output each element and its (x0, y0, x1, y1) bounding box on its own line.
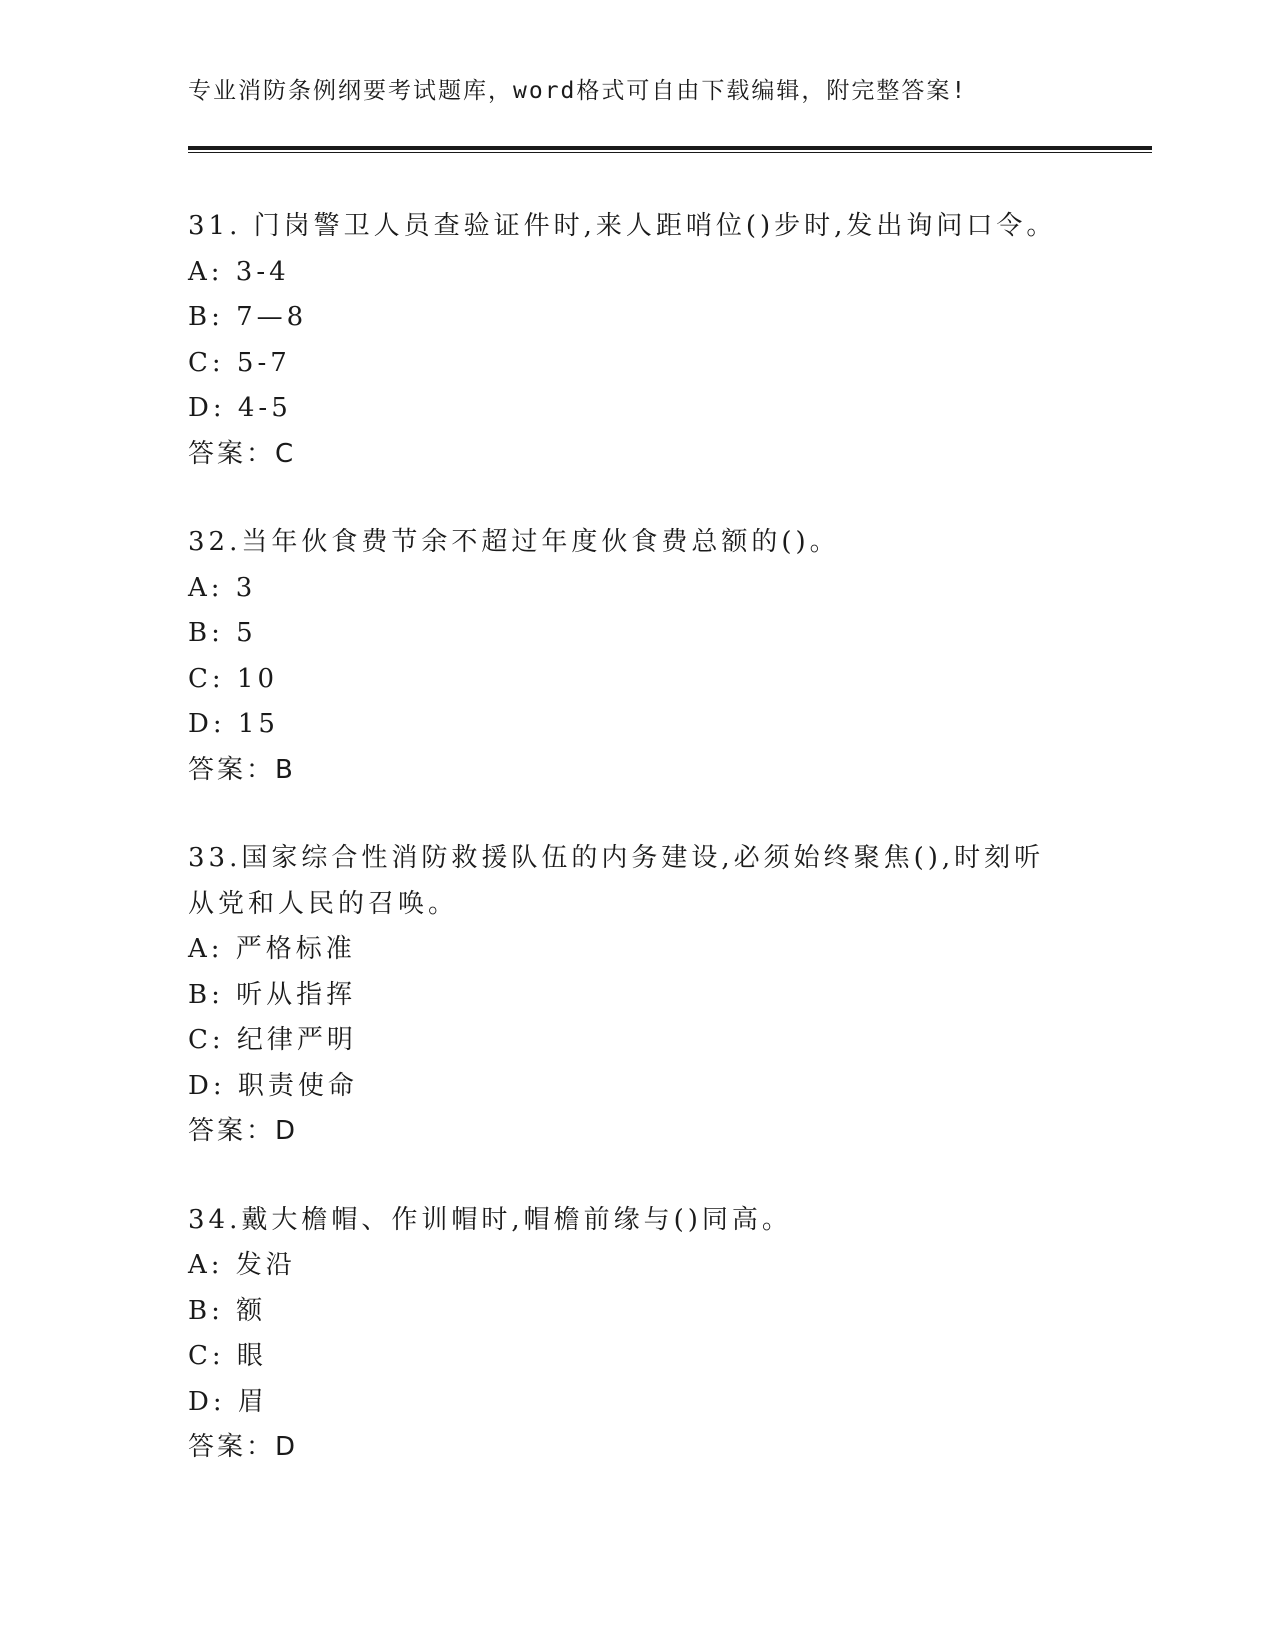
question-stem: 33.国家综合性消防救援队伍的内务建设,必须始终聚焦(),时刻听从党和人民的召唤。 (188, 843, 1045, 919)
question-stem: 31. 门岗警卫人员查验证件时,来人距哨位()步时,发出询问口令。 (188, 211, 1057, 241)
answer-label: 答案：D (188, 1432, 299, 1462)
option-d: D: 职责使命 (188, 1070, 358, 1101)
question-33 (188, 836, 1088, 1155)
option-a: A: 3 (188, 572, 257, 603)
answer-label: 答案：C (188, 438, 297, 469)
question-31 (188, 204, 1088, 477)
option-c: C: 纪律严明 (188, 1025, 357, 1055)
option-a: A: 3-4 (188, 256, 290, 287)
option-b: B: 听从指挥 (188, 979, 357, 1010)
option-d: D: 4-5 (188, 393, 292, 423)
option-b: B: 7—8 (188, 302, 308, 332)
option-c: C: 眼 (188, 1341, 267, 1371)
question-32 (188, 520, 1088, 793)
option-b: B: 5 (188, 618, 257, 648)
header-divider-thick (188, 146, 1152, 150)
option-c: C: 5-7 (188, 347, 291, 378)
answer-label: 答案：D (188, 1116, 299, 1146)
question-34 (188, 1198, 1088, 1471)
page-header-text: 专业消防条例纲要考试题库，word格式可自由下载编辑，附完整答案! (188, 78, 968, 104)
option-c: C: 10 (188, 663, 279, 694)
option-b: B: 额 (188, 1295, 267, 1326)
question-list (188, 204, 1088, 1514)
question-stem: 34.戴大檐帽、作训帽时,帽檐前缘与()同高。 (188, 1204, 792, 1235)
option-d: D: 15 (188, 709, 279, 739)
question-stem: 32.当年伙食费节余不超过年度伙食费总额的()。 (188, 527, 840, 557)
option-a: A: 严格标准 (188, 934, 356, 964)
option-d: D: 眉 (188, 1386, 268, 1417)
header-divider-thin (188, 152, 1152, 153)
option-a: A: 发沿 (188, 1250, 296, 1280)
answer-label: 答案：B (188, 754, 296, 785)
